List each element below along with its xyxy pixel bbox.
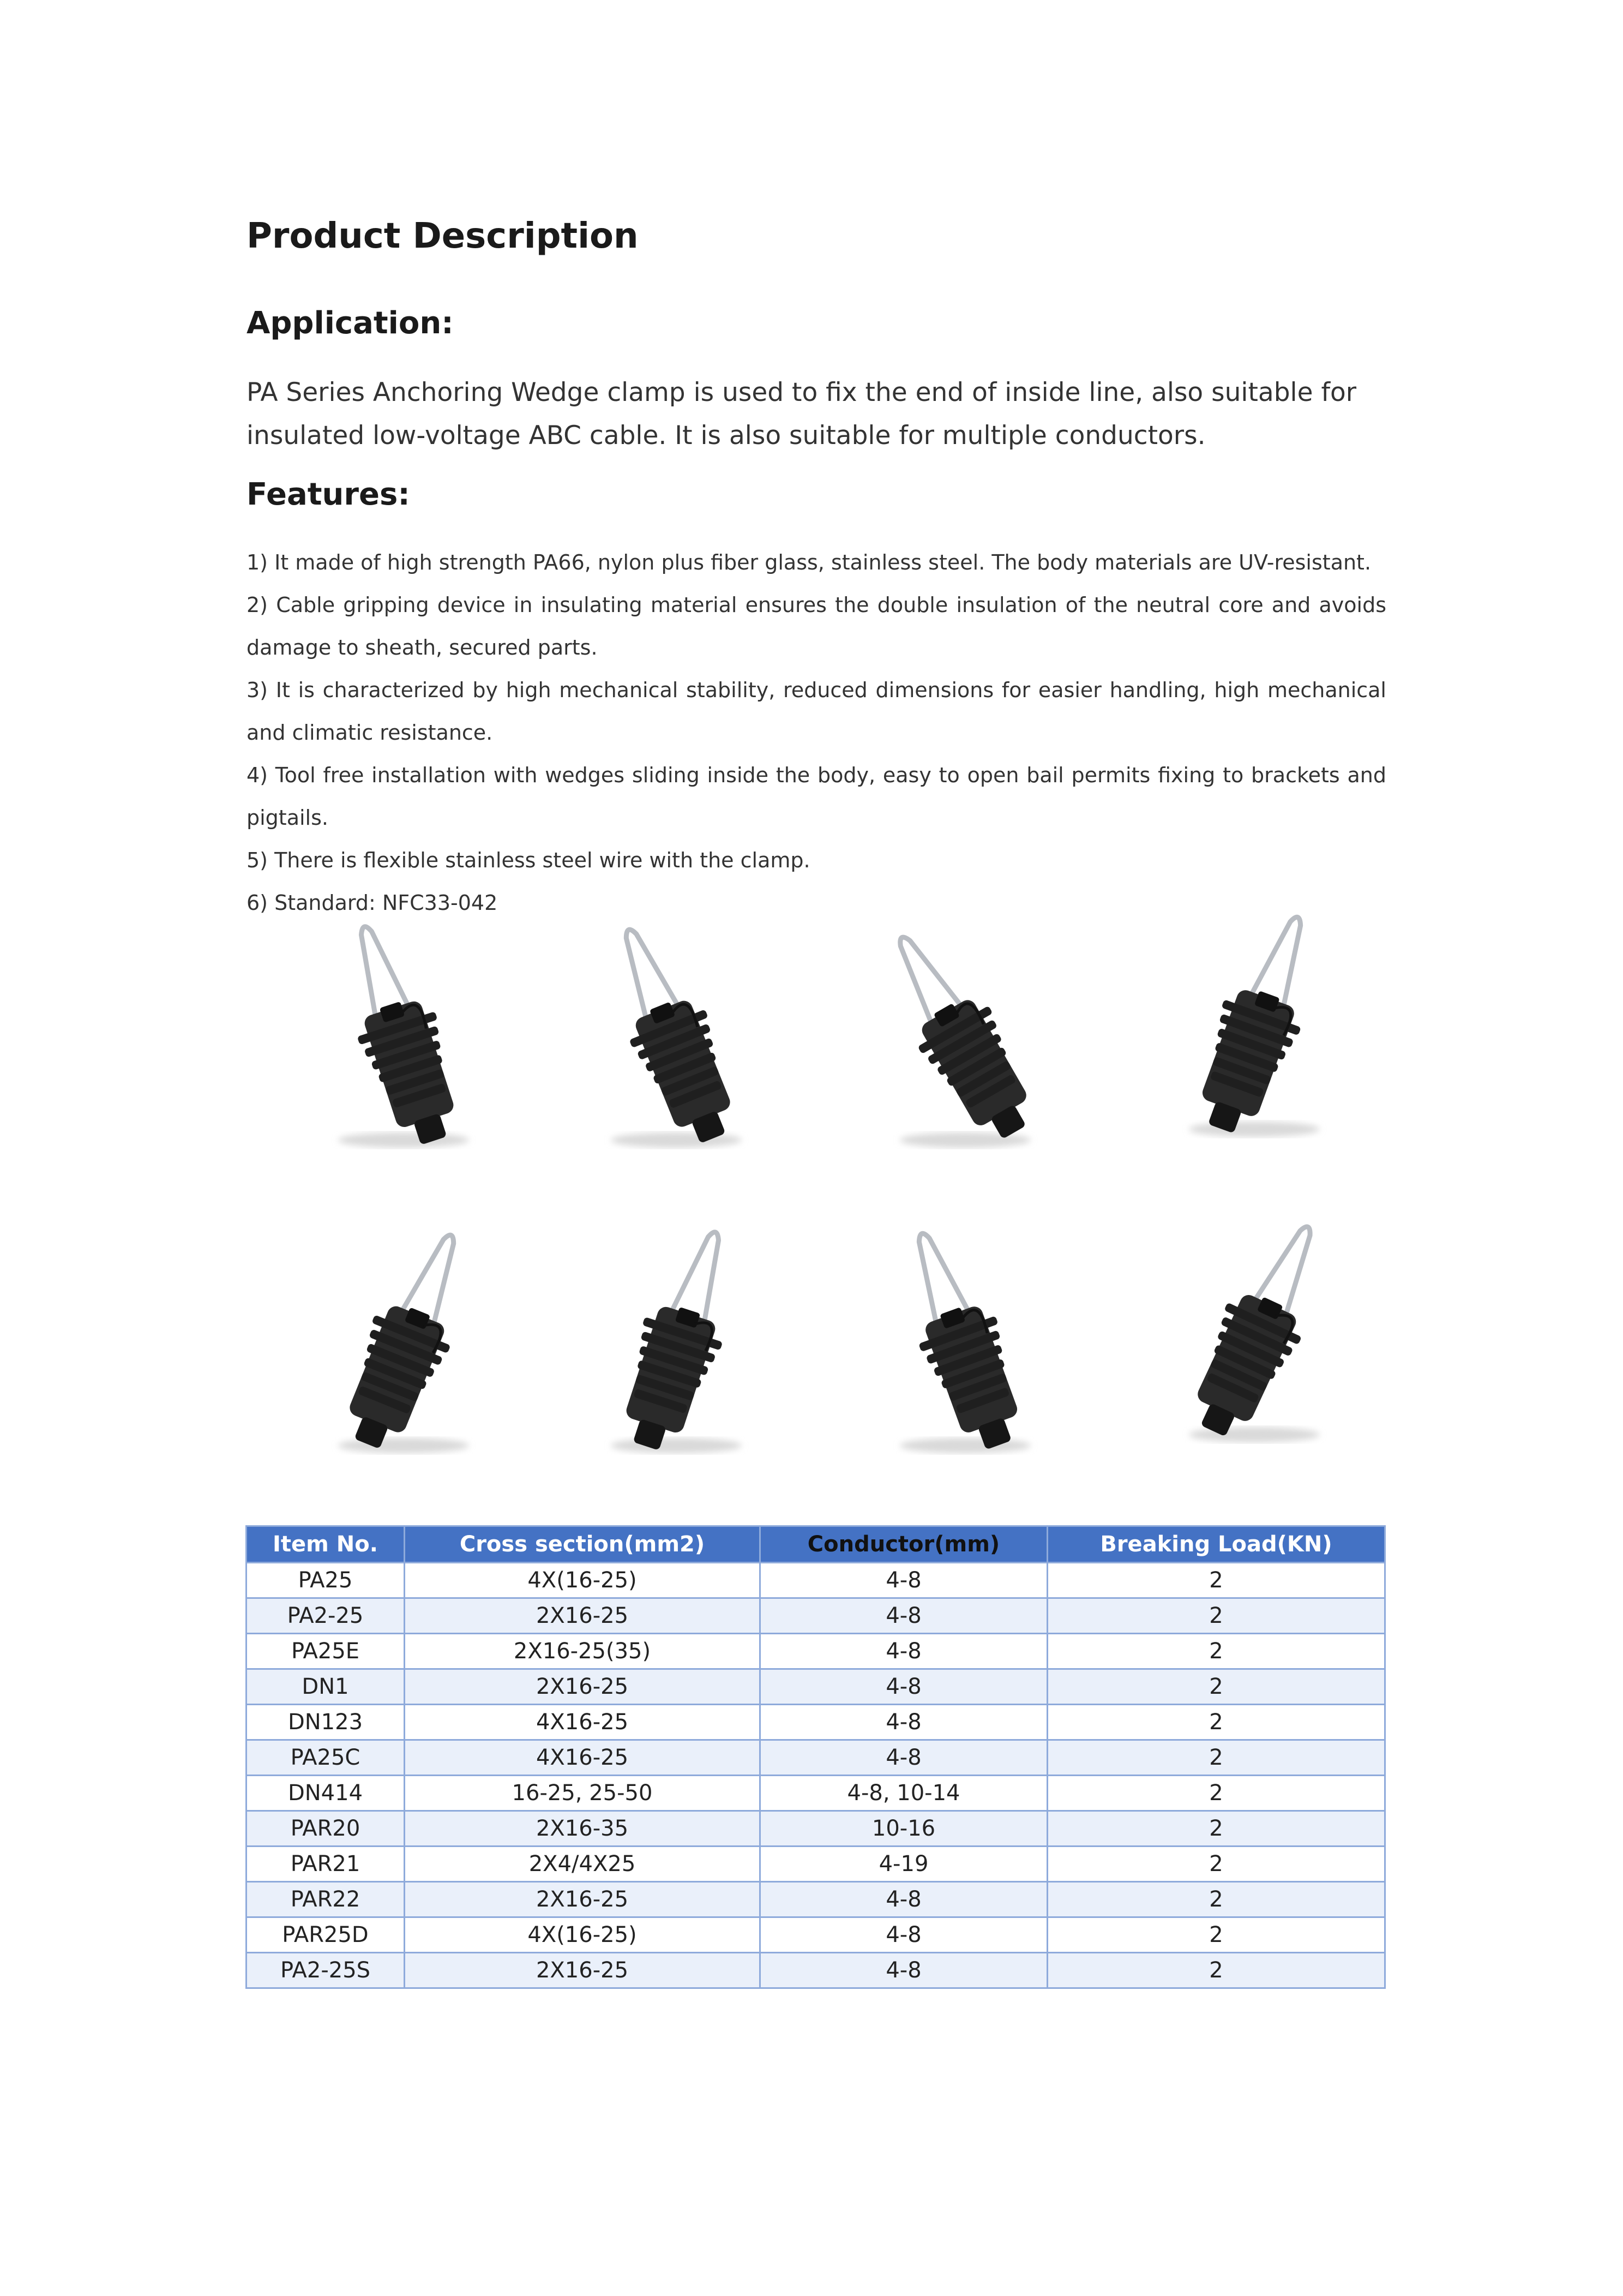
cell-item-no: DN123 xyxy=(247,1705,405,1740)
cell-conductor: 4-8 xyxy=(760,1882,1048,1917)
cell-cross-section: 2X16-25 xyxy=(405,1669,760,1705)
clamp-photo-2 xyxy=(545,906,807,1167)
cell-conductor: 10-16 xyxy=(760,1811,1048,1847)
clamp-icon xyxy=(834,1211,1096,1473)
cell-conductor: 4-8 xyxy=(760,1669,1048,1705)
cell-cross-section: 2X16-25 xyxy=(405,1953,760,1988)
clamp-icon xyxy=(1123,895,1385,1156)
cell-cross-section: 2X16-25 xyxy=(405,1598,760,1634)
clamp-icon xyxy=(834,906,1096,1167)
features-heading: Features: xyxy=(247,477,410,512)
header-item-no: Item No. xyxy=(247,1526,405,1563)
cell-breaking-load: 2 xyxy=(1048,1669,1385,1705)
cell-conductor: 4-8 xyxy=(760,1705,1048,1740)
cell-conductor: 4-8 xyxy=(760,1598,1048,1634)
cell-breaking-load: 2 xyxy=(1048,1563,1385,1598)
features-list xyxy=(247,541,1386,924)
header-breaking-load: Breaking Load(KN) xyxy=(1048,1526,1385,1563)
clamp-icon xyxy=(273,1211,534,1473)
cell-item-no: PA25E xyxy=(247,1634,405,1669)
cell-cross-section: 16-25, 25-50 xyxy=(405,1776,760,1811)
feature-item: 2) Cable gripping device in insulating material ensures the double insulation of the neutral core and avoids damage to sheath, secured parts. xyxy=(247,593,1386,660)
cell-item-no: PA25C xyxy=(247,1740,405,1776)
cell-conductor: 4-8 xyxy=(760,1917,1048,1953)
table-row xyxy=(247,1776,1385,1811)
table-row xyxy=(247,1917,1385,1953)
cell-conductor: 4-8 xyxy=(760,1953,1048,1988)
clamp-photo-4 xyxy=(1123,895,1385,1156)
cell-item-no: DN1 xyxy=(247,1669,405,1705)
cell-breaking-load: 2 xyxy=(1048,1740,1385,1776)
cell-item-no: PAR20 xyxy=(247,1811,405,1847)
table-row xyxy=(247,1882,1385,1917)
cell-item-no: PA25 xyxy=(247,1563,405,1598)
cell-cross-section: 2X16-25(35) xyxy=(405,1634,760,1669)
feature-item: 4) Tool free installation with wedges sliding inside the body, easy to open bail permits fixing to brackets and pigtails. xyxy=(247,763,1386,830)
header-cross-section: Cross section(mm2) xyxy=(405,1526,760,1563)
clamp-icon xyxy=(545,906,807,1167)
cell-breaking-load: 2 xyxy=(1048,1811,1385,1847)
cell-conductor: 4-8 xyxy=(760,1563,1048,1598)
feature-item: 3) It is characterized by high mechanical stability, reduced dimensions for easier handling, high mechanical and climatic resistance. xyxy=(247,678,1386,745)
table-row xyxy=(247,1598,1385,1634)
table-row xyxy=(247,1847,1385,1882)
cell-breaking-load: 2 xyxy=(1048,1776,1385,1811)
table-row xyxy=(247,1811,1385,1847)
header-conductor: Conductor(mm) xyxy=(760,1526,1048,1563)
table-header-row xyxy=(247,1526,1385,1563)
table-row xyxy=(247,1634,1385,1669)
cell-cross-section: 4X16-25 xyxy=(405,1705,760,1740)
specifications-table xyxy=(245,1525,1386,1989)
cell-conductor: 4-8, 10-14 xyxy=(760,1776,1048,1811)
page-title: Product Description xyxy=(247,216,639,256)
clamp-icon xyxy=(545,1211,807,1473)
cell-item-no: PA2-25S xyxy=(247,1953,405,1988)
feature-item: 5) There is flexible stainless steel wire with the clamp. xyxy=(247,848,810,872)
feature-item: 1) It made of high strength PA66, nylon plus fiber glass, stainless steel. The body materials are UV-resistant. xyxy=(247,550,1372,574)
table-row xyxy=(247,1669,1385,1705)
cell-cross-section: 2X16-25 xyxy=(405,1882,760,1917)
clamp-photo-6 xyxy=(545,1211,807,1473)
cell-item-no: PAR21 xyxy=(247,1847,405,1882)
cell-conductor: 4-19 xyxy=(760,1847,1048,1882)
cell-breaking-load: 2 xyxy=(1048,1705,1385,1740)
cell-conductor: 4-8 xyxy=(760,1634,1048,1669)
clamp-photo-3 xyxy=(834,906,1096,1167)
cell-item-no: PAR22 xyxy=(247,1882,405,1917)
cell-cross-section: 4X16-25 xyxy=(405,1740,760,1776)
clamp-photo-7 xyxy=(834,1211,1096,1473)
cell-cross-section: 4X(16-25) xyxy=(405,1563,760,1598)
cell-item-no: DN414 xyxy=(247,1776,405,1811)
clamp-photo-8 xyxy=(1123,1200,1385,1462)
clamp-photo-1 xyxy=(273,906,534,1167)
application-text: PA Series Anchoring Wedge clamp is used to fix the end of inside line, also suitable for insulated low-voltage ABC cable. It is also suitable for multiple conductors. xyxy=(247,377,1357,451)
cell-item-no: PAR25D xyxy=(247,1917,405,1953)
clamp-photo-5 xyxy=(273,1211,534,1473)
table-body xyxy=(247,1563,1385,1988)
cell-breaking-load: 2 xyxy=(1048,1953,1385,1988)
feature-item: 6) Standard: NFC33-042 xyxy=(247,891,498,915)
table-row xyxy=(247,1740,1385,1776)
cell-breaking-load: 2 xyxy=(1048,1882,1385,1917)
cell-cross-section: 4X(16-25) xyxy=(405,1917,760,1953)
application-heading: Application: xyxy=(247,305,454,341)
cell-item-no: PA2-25 xyxy=(247,1598,405,1634)
cell-cross-section: 2X4/4X25 xyxy=(405,1847,760,1882)
table-row xyxy=(247,1705,1385,1740)
cell-breaking-load: 2 xyxy=(1048,1634,1385,1669)
cell-cross-section: 2X16-35 xyxy=(405,1811,760,1847)
cell-breaking-load: 2 xyxy=(1048,1917,1385,1953)
cell-breaking-load: 2 xyxy=(1048,1598,1385,1634)
cell-conductor: 4-8 xyxy=(760,1740,1048,1776)
table-row xyxy=(247,1563,1385,1598)
clamp-icon xyxy=(273,906,534,1167)
table-row xyxy=(247,1953,1385,1988)
clamp-icon xyxy=(1123,1200,1385,1462)
cell-breaking-load: 2 xyxy=(1048,1847,1385,1882)
